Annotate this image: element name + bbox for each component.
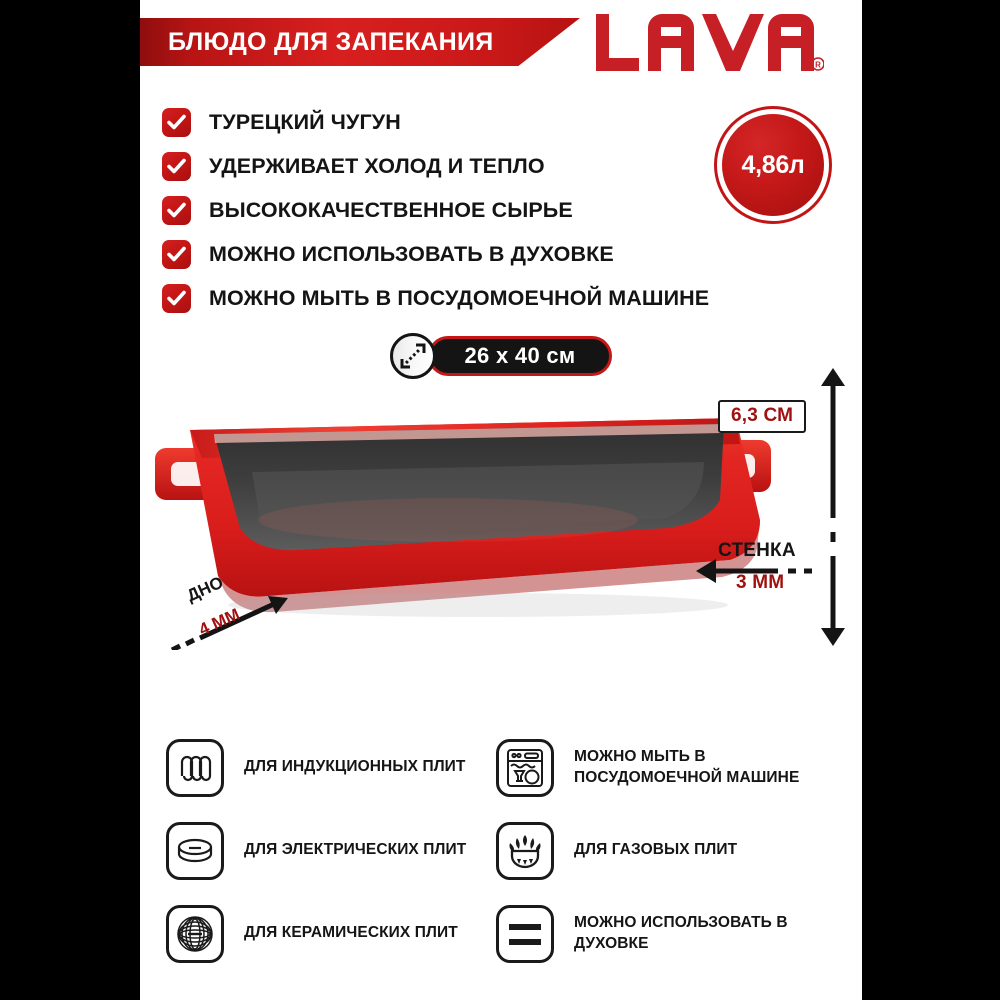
feature-item [162,232,782,276]
feature-item [162,276,782,320]
size-badge [390,336,612,376]
size-value: 26 x 40 см [464,343,576,368]
feature-label: ТУРЕЦКИЙ ЧУГУН [209,109,401,134]
size-badge-body [428,336,612,376]
feature-list [162,100,782,320]
check-icon [162,108,191,137]
feature-label: МОЖНО ИСПОЛЬЗОВАТЬ В ДУХОВКЕ [209,241,614,266]
gas-burner-icon [496,822,554,880]
feature-item [162,100,782,144]
compatibility-item [166,809,496,892]
resize-icon [390,333,436,379]
volume-value: 4,86л [741,150,805,179]
compatibility-item [166,892,496,975]
compatibility-item [496,809,856,892]
check-icon [162,196,191,225]
feature-label: ВЫСОКОКАЧЕСТВЕННОЕ СЫРЬЕ [209,197,573,222]
page-title: БЛЮДО ДЛЯ ЗАПЕКАНИЯ [168,28,494,56]
check-icon [162,284,191,313]
feature-item [162,144,782,188]
feature-label: УДЕРЖИВАЕТ ХОЛОД И ТЕПЛО [209,153,545,178]
compatibility-label: ДЛЯ КЕРАМИЧЕСКИХ ПЛИТ [244,924,458,942]
volume-badge-fill [722,114,824,216]
content-panel [140,0,862,1000]
volume-badge [714,106,832,224]
check-icon [162,152,191,181]
oven-icon [496,905,554,963]
dishwasher-icon [496,739,554,797]
induction-icon [166,739,224,797]
compatibility-label: ДЛЯ ГАЗОВЫХ ПЛИТ [574,841,738,859]
bottom-label: ДНО [184,572,227,606]
compatibility-label: ДЛЯ ЭЛЕКТРИЧЕСКИХ ПЛИТ [244,841,467,859]
compatibility-label: МОЖНО ИСПОЛЬЗОВАТЬ В ДУХОВКЕ [574,913,788,952]
lava-logo [592,8,824,74]
compatibility-item [496,726,856,809]
compatibility-column-right [496,726,856,975]
feature-item [162,188,782,232]
electric-hob-icon [166,822,224,880]
compatibility-label: ДЛЯ ИНДУКЦИОННЫХ ПЛИТ [244,758,466,776]
wall-value: 3 ММ [736,572,785,593]
lava-wordmark-icon [592,12,824,74]
compatibility-label: МОЖНО МЫТЬ В ПОСУДОМОЕЧНОЙ МАШИНЕ [574,747,800,786]
compatibility-item [166,726,496,809]
compatibility-column-left [166,726,496,975]
feature-label: МОЖНО МЫТЬ В ПОСУДОМОЕЧНОЙ МАШИНЕ [209,285,710,310]
bottom-value: 4 ММ [196,604,243,640]
svg-text:R: R [815,60,821,70]
compatibility-item [496,892,856,975]
height-label: 6,3 СМ [718,400,806,433]
header [140,0,862,86]
ceramic-hob-icon [166,905,224,963]
wall-label: СТЕНКА [718,540,796,561]
check-icon [162,240,191,269]
height-dimension-arrow [812,366,854,648]
